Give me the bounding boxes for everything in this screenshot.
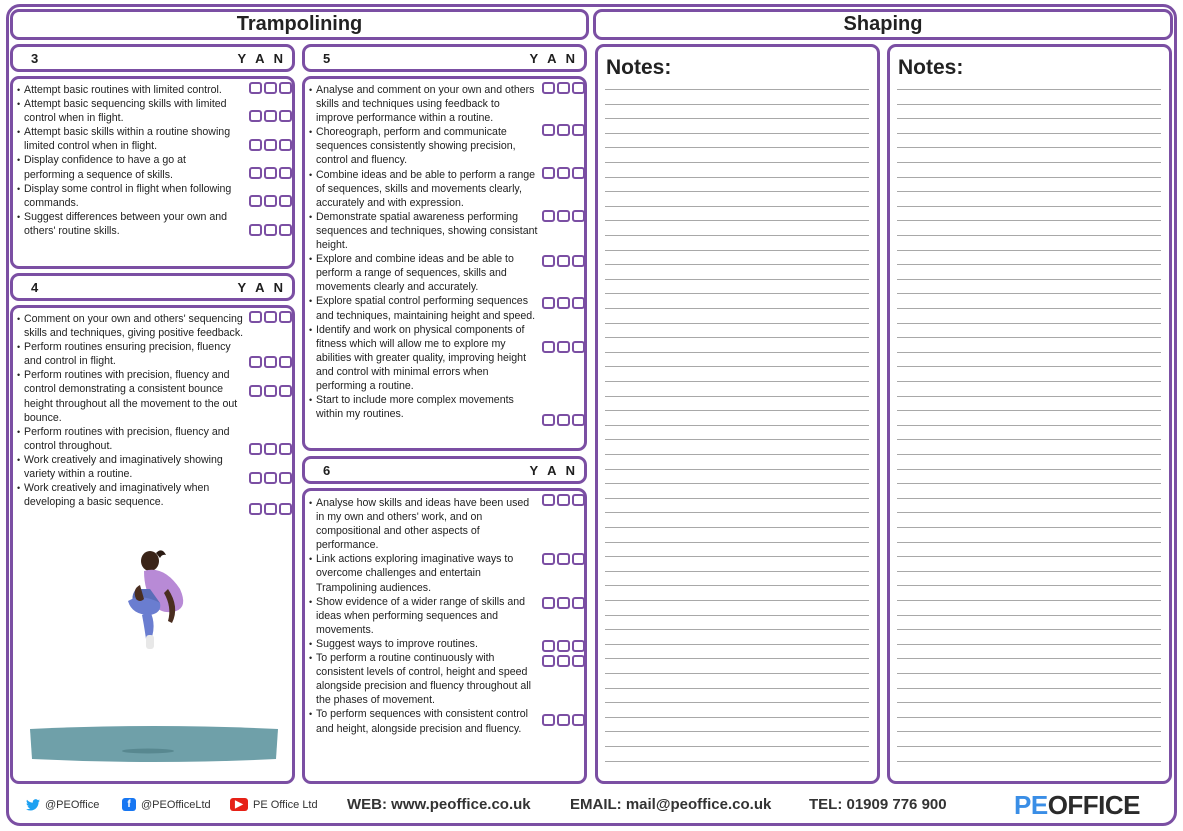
note-line	[605, 410, 869, 411]
note-line	[897, 147, 1161, 148]
note-line	[897, 220, 1161, 221]
section-3-title: 3	[31, 50, 39, 66]
not-yet-checkbox[interactable]	[572, 124, 585, 136]
note-line	[897, 556, 1161, 557]
yes-checkbox[interactable]	[542, 494, 555, 506]
note-line	[897, 615, 1161, 616]
not-yet-checkbox[interactable]	[279, 385, 292, 397]
list-item: • Identify and work on physical components of fitness which will allow me to explore my abilities with greater quality, improving height and control with minimal errors when performing a routine.	[310, 323, 538, 393]
yan-checkboxes[interactable]	[542, 255, 585, 267]
yan-checkboxes[interactable]	[542, 124, 585, 136]
note-line	[897, 469, 1161, 470]
note-line	[897, 702, 1161, 703]
note-line	[897, 571, 1161, 572]
note-line	[605, 542, 869, 543]
note-line	[605, 673, 869, 674]
note-line	[605, 293, 869, 294]
yan-checkboxes[interactable]	[249, 110, 292, 122]
almost-checkbox[interactable]	[557, 494, 570, 506]
facebook-link[interactable]	[122, 798, 211, 811]
note-line	[605, 702, 869, 703]
yes-checkbox[interactable]	[542, 597, 555, 609]
list-item: • Perform routines with precision, fluency and control demonstrating a consistent bounce height throughout all the movement to the out bounce.	[18, 368, 244, 424]
yes-checkbox[interactable]	[249, 385, 262, 397]
almost-checkbox[interactable]	[557, 210, 570, 222]
trampolinist-illustration	[110, 545, 205, 655]
yes-checkbox[interactable]	[249, 356, 262, 368]
yan-checkboxes[interactable]	[249, 167, 292, 179]
note-line	[897, 483, 1161, 484]
note-line	[897, 133, 1161, 134]
list-item: • Work creatively and imaginatively showing variety within a routine.	[18, 453, 244, 481]
trampolining-title-text: Trampolining	[236, 13, 363, 35]
yes-checkbox[interactable]	[249, 503, 262, 515]
almost-checkbox[interactable]	[264, 139, 277, 151]
yes-checkbox[interactable]	[542, 255, 555, 267]
yan-checkboxes[interactable]	[249, 385, 292, 397]
note-line	[605, 235, 869, 236]
note-line	[897, 439, 1161, 440]
yes-checkbox[interactable]	[249, 195, 262, 207]
note-line	[897, 512, 1161, 513]
list-item: • Analyse how skills and ideas have been used in my own and others' work, and on compositional and other aspects of performance.	[310, 496, 538, 552]
list-item: • Display confidence to have a go at performing a sequence of skills.	[18, 153, 233, 181]
note-line	[605, 615, 869, 616]
almost-checkbox[interactable]	[557, 82, 570, 94]
yan-checkboxes[interactable]	[542, 297, 585, 309]
not-yet-checkbox[interactable]	[572, 297, 585, 309]
note-line	[897, 410, 1161, 411]
yes-checkbox[interactable]	[542, 714, 555, 726]
yan-checkboxes[interactable]	[249, 443, 292, 455]
list-item: • Link actions exploring imaginative ways to overcome challenges and entertain Trampolining audiences.	[310, 552, 538, 594]
twitter-icon	[26, 799, 40, 811]
note-line	[605, 220, 869, 221]
yan-checkboxes[interactable]	[542, 341, 585, 353]
list-item: • Attempt basic sequencing skills with limited control when in flight.	[18, 97, 233, 125]
note-line	[605, 104, 869, 105]
note-line	[897, 104, 1161, 105]
note-line	[605, 308, 869, 309]
note-line	[897, 396, 1161, 397]
note-line	[605, 396, 869, 397]
note-line	[605, 381, 869, 382]
note-line	[897, 717, 1161, 718]
yes-checkbox[interactable]	[249, 167, 262, 179]
section-3-header	[10, 44, 295, 72]
almost-checkbox[interactable]	[557, 255, 570, 267]
note-line	[897, 162, 1161, 163]
list-item: • Demonstrate spatial awareness performing sequences and techniques, showing consistant height.	[310, 210, 538, 252]
not-yet-checkbox[interactable]	[279, 472, 292, 484]
yan-checkboxes[interactable]	[249, 356, 292, 368]
almost-checkbox[interactable]	[264, 311, 277, 323]
not-yet-checkbox[interactable]	[279, 82, 292, 94]
almost-checkbox[interactable]	[264, 443, 277, 455]
not-yet-checkbox[interactable]	[572, 553, 585, 565]
section-4-list	[18, 312, 244, 509]
yan-checkboxes[interactable]	[542, 597, 585, 609]
almost-checkbox[interactable]	[264, 82, 277, 94]
facebook-icon: f	[122, 798, 136, 811]
yan-checkboxes[interactable]	[542, 210, 585, 222]
yes-checkbox[interactable]	[542, 553, 555, 565]
not-yet-checkbox[interactable]	[279, 110, 292, 122]
shaping-title-text: Shaping	[843, 13, 923, 35]
yan-label: Y A N	[237, 279, 286, 295]
note-line	[605, 644, 869, 645]
list-item: • Attempt basic skills within a routine showing limited control when in flight.	[18, 125, 233, 153]
note-line	[605, 731, 869, 732]
section-5-header	[302, 44, 587, 72]
not-yet-checkbox[interactable]	[572, 640, 585, 652]
email-link[interactable]: EMAIL: mail@peoffice.co.uk	[570, 796, 772, 813]
note-line	[605, 746, 869, 747]
note-line	[605, 658, 869, 659]
note-line	[897, 366, 1161, 367]
note-line	[605, 527, 869, 528]
note-line	[897, 673, 1161, 674]
not-yet-checkbox[interactable]	[572, 167, 585, 179]
note-line	[605, 585, 869, 586]
note-line	[897, 688, 1161, 689]
almost-checkbox[interactable]	[557, 167, 570, 179]
yes-checkbox[interactable]	[249, 311, 262, 323]
almost-checkbox[interactable]	[264, 110, 277, 122]
note-line	[897, 293, 1161, 294]
not-yet-checkbox[interactable]	[572, 210, 585, 222]
yes-checkbox[interactable]	[542, 640, 555, 652]
list-item: • Combine ideas and be able to perform a range of sequences, skills and movements clearly, accurately and with expression.	[310, 168, 538, 210]
yan-checkboxes[interactable]	[542, 553, 585, 565]
note-line	[605, 133, 869, 134]
list-item: • Suggest differences between your own and others' routine skills.	[18, 210, 233, 238]
not-yet-checkbox[interactable]	[279, 195, 292, 207]
note-line	[897, 89, 1161, 90]
almost-checkbox[interactable]	[264, 356, 277, 368]
yan-checkboxes[interactable]	[542, 494, 585, 506]
section-6-header	[302, 456, 587, 484]
not-yet-checkbox[interactable]	[279, 224, 292, 236]
yes-checkbox[interactable]	[542, 167, 555, 179]
note-line	[605, 454, 869, 455]
section-4-title: 4	[31, 279, 39, 295]
almost-checkbox[interactable]	[264, 195, 277, 207]
note-line	[605, 118, 869, 119]
not-yet-checkbox[interactable]	[572, 494, 585, 506]
note-line	[897, 731, 1161, 732]
note-line	[897, 323, 1161, 324]
yes-checkbox[interactable]	[249, 110, 262, 122]
yes-checkbox[interactable]	[542, 341, 555, 353]
note-line	[897, 250, 1161, 251]
note-line	[897, 337, 1161, 338]
yan-checkboxes[interactable]	[249, 224, 292, 236]
not-yet-checkbox[interactable]	[572, 414, 585, 426]
list-item: • Choreograph, perform and communicate sequences consistently showing precision, control and fluency.	[310, 125, 538, 167]
note-line	[897, 527, 1161, 528]
note-line	[897, 308, 1161, 309]
note-line	[897, 498, 1161, 499]
almost-checkbox[interactable]	[264, 503, 277, 515]
note-line	[605, 264, 869, 265]
yes-checkbox[interactable]	[542, 124, 555, 136]
note-line	[897, 629, 1161, 630]
note-line	[897, 279, 1161, 280]
note-line	[897, 352, 1161, 353]
trampolining-title	[10, 9, 589, 40]
almost-checkbox[interactable]	[264, 385, 277, 397]
yan-checkboxes[interactable]	[249, 82, 292, 94]
note-line	[897, 191, 1161, 192]
shaping-title	[593, 9, 1173, 40]
yan-checkboxes[interactable]	[542, 655, 585, 667]
list-item: • To perform sequences with consistent control and height, alongside precision and fluency.	[310, 707, 538, 735]
section-3-list	[18, 83, 233, 238]
section-6-title: 6	[323, 462, 331, 478]
almost-checkbox[interactable]	[557, 655, 570, 667]
yan-checkboxes[interactable]	[542, 640, 585, 652]
note-line	[605, 366, 869, 367]
list-item: • Suggest ways to improve routines.	[310, 637, 538, 651]
note-line	[897, 454, 1161, 455]
almost-checkbox[interactable]	[557, 124, 570, 136]
note-line	[605, 89, 869, 90]
yan-checkboxes[interactable]	[249, 472, 292, 484]
note-line	[605, 279, 869, 280]
not-yet-checkbox[interactable]	[279, 356, 292, 368]
note-line	[897, 600, 1161, 601]
list-item: • Display some control in flight when following commands.	[18, 182, 233, 210]
note-line	[605, 688, 869, 689]
yan-label: Y A N	[529, 50, 578, 66]
website-link[interactable]: WEB: www.peoffice.co.uk	[347, 796, 531, 813]
note-line	[897, 177, 1161, 178]
note-line	[605, 439, 869, 440]
section-5-list	[310, 83, 538, 421]
note-line	[605, 629, 869, 630]
note-line	[605, 761, 869, 762]
yan-checkboxes[interactable]	[249, 195, 292, 207]
yes-checkbox[interactable]	[542, 414, 555, 426]
note-line	[897, 235, 1161, 236]
note-line	[605, 425, 869, 426]
yes-checkbox[interactable]	[542, 297, 555, 309]
note-line	[605, 337, 869, 338]
yes-checkbox[interactable]	[249, 472, 262, 484]
list-item: • Analyse and comment on your own and others skills and techniques using feedback to improve performance within a routine.	[310, 83, 538, 125]
not-yet-checkbox[interactable]	[572, 255, 585, 267]
list-item: • Work creatively and imaginatively when developing a basic sequence.	[18, 481, 244, 509]
yes-checkbox[interactable]	[542, 655, 555, 667]
note-line	[605, 512, 869, 513]
almost-checkbox[interactable]	[264, 472, 277, 484]
note-line	[897, 118, 1161, 119]
yan-checkboxes[interactable]	[249, 503, 292, 515]
yan-checkboxes[interactable]	[542, 167, 585, 179]
facebook-handle: @PEOfficeLtd	[141, 798, 211, 811]
yan-checkboxes[interactable]	[249, 311, 292, 323]
note-line	[605, 177, 869, 178]
yes-checkbox[interactable]	[249, 224, 262, 236]
list-item: • Explore spatial control performing sequences and techniques, maintaining height and speed.	[310, 294, 538, 322]
almost-checkbox[interactable]	[557, 553, 570, 565]
yes-checkbox[interactable]	[249, 443, 262, 455]
section-4-header	[10, 273, 295, 301]
youtube-icon: ▶	[230, 798, 248, 811]
note-line	[897, 746, 1161, 747]
list-item: • Show evidence of a wider range of skills and ideas when performing sequences and movements.	[310, 595, 538, 637]
note-line	[605, 469, 869, 470]
not-yet-checkbox[interactable]	[279, 503, 292, 515]
yan-checkboxes[interactable]	[542, 414, 585, 426]
list-item: • To perform a routine continuously with consistent levels of control, height and speed alongside precision and fluency throughout all the phases of movement.	[310, 651, 538, 707]
list-item: • Start to include more complex movements within my routines.	[310, 393, 538, 421]
note-line	[605, 600, 869, 601]
note-line	[605, 323, 869, 324]
note-line	[897, 585, 1161, 586]
peoffice-logo	[1014, 790, 1140, 821]
yes-checkbox[interactable]	[249, 82, 262, 94]
almost-checkbox[interactable]	[557, 640, 570, 652]
note-line	[897, 644, 1161, 645]
note-line	[897, 264, 1161, 265]
note-line	[605, 191, 869, 192]
note-line	[897, 425, 1161, 426]
note-line	[897, 761, 1161, 762]
trampoline-bed	[28, 725, 280, 765]
not-yet-checkbox[interactable]	[572, 341, 585, 353]
not-yet-checkbox[interactable]	[279, 139, 292, 151]
footer	[10, 788, 1172, 821]
note-line	[605, 147, 869, 148]
yan-checkboxes[interactable]	[249, 139, 292, 151]
note-line	[897, 206, 1161, 207]
not-yet-checkbox[interactable]	[279, 443, 292, 455]
note-line	[605, 717, 869, 718]
yes-checkbox[interactable]	[542, 210, 555, 222]
note-line	[605, 571, 869, 572]
not-yet-checkbox[interactable]	[572, 82, 585, 94]
youtube-handle: PE Office Ltd	[253, 798, 318, 811]
logo-pe: PE	[1014, 790, 1048, 820]
not-yet-checkbox[interactable]	[572, 655, 585, 667]
almost-checkbox[interactable]	[557, 414, 570, 426]
note-line	[605, 206, 869, 207]
note-line	[897, 542, 1161, 543]
yes-checkbox[interactable]	[249, 139, 262, 151]
note-line	[605, 498, 869, 499]
not-yet-checkbox[interactable]	[572, 714, 585, 726]
section-6-list	[310, 496, 538, 736]
note-line	[605, 162, 869, 163]
logo-office: OFFICE	[1047, 790, 1141, 820]
section-5-title: 5	[323, 50, 331, 66]
not-yet-checkbox[interactable]	[279, 167, 292, 179]
yan-label: Y A N	[529, 462, 578, 478]
almost-checkbox[interactable]	[557, 341, 570, 353]
almost-checkbox[interactable]	[557, 297, 570, 309]
twitter-handle: @PEOffice	[45, 798, 100, 811]
notes-label-left: Notes:	[606, 56, 672, 79]
note-line	[605, 556, 869, 557]
not-yet-checkbox[interactable]	[572, 597, 585, 609]
note-line	[897, 381, 1161, 382]
not-yet-checkbox[interactable]	[279, 311, 292, 323]
yan-checkboxes[interactable]	[542, 82, 585, 94]
almost-checkbox[interactable]	[557, 597, 570, 609]
almost-checkbox[interactable]	[264, 167, 277, 179]
almost-checkbox[interactable]	[557, 714, 570, 726]
yes-checkbox[interactable]	[542, 82, 555, 94]
yan-checkboxes[interactable]	[542, 714, 585, 726]
list-item: • Explore and combine ideas and be able to perform a range of sequences, skills and movements clearly and accurately.	[310, 252, 538, 294]
note-line	[897, 658, 1161, 659]
note-line	[605, 250, 869, 251]
note-line	[605, 352, 869, 353]
almost-checkbox[interactable]	[264, 224, 277, 236]
yan-label: Y A N	[237, 50, 286, 66]
note-line	[605, 483, 869, 484]
twitter-link[interactable]	[26, 799, 99, 811]
notes-label-right: Notes:	[898, 56, 964, 79]
list-item: • Perform routines ensuring precision, fluency and control in flight.	[18, 340, 244, 368]
telephone: TEL: 01909 776 900	[809, 796, 947, 813]
list-item: • Attempt basic routines with limited control.	[18, 83, 233, 97]
list-item: • Perform routines with precision, fluency and control throughout.	[18, 425, 244, 453]
youtube-link[interactable]	[230, 798, 318, 811]
list-item: • Comment on your own and others' sequencing skills and techniques, giving positive feedback.	[18, 312, 244, 340]
